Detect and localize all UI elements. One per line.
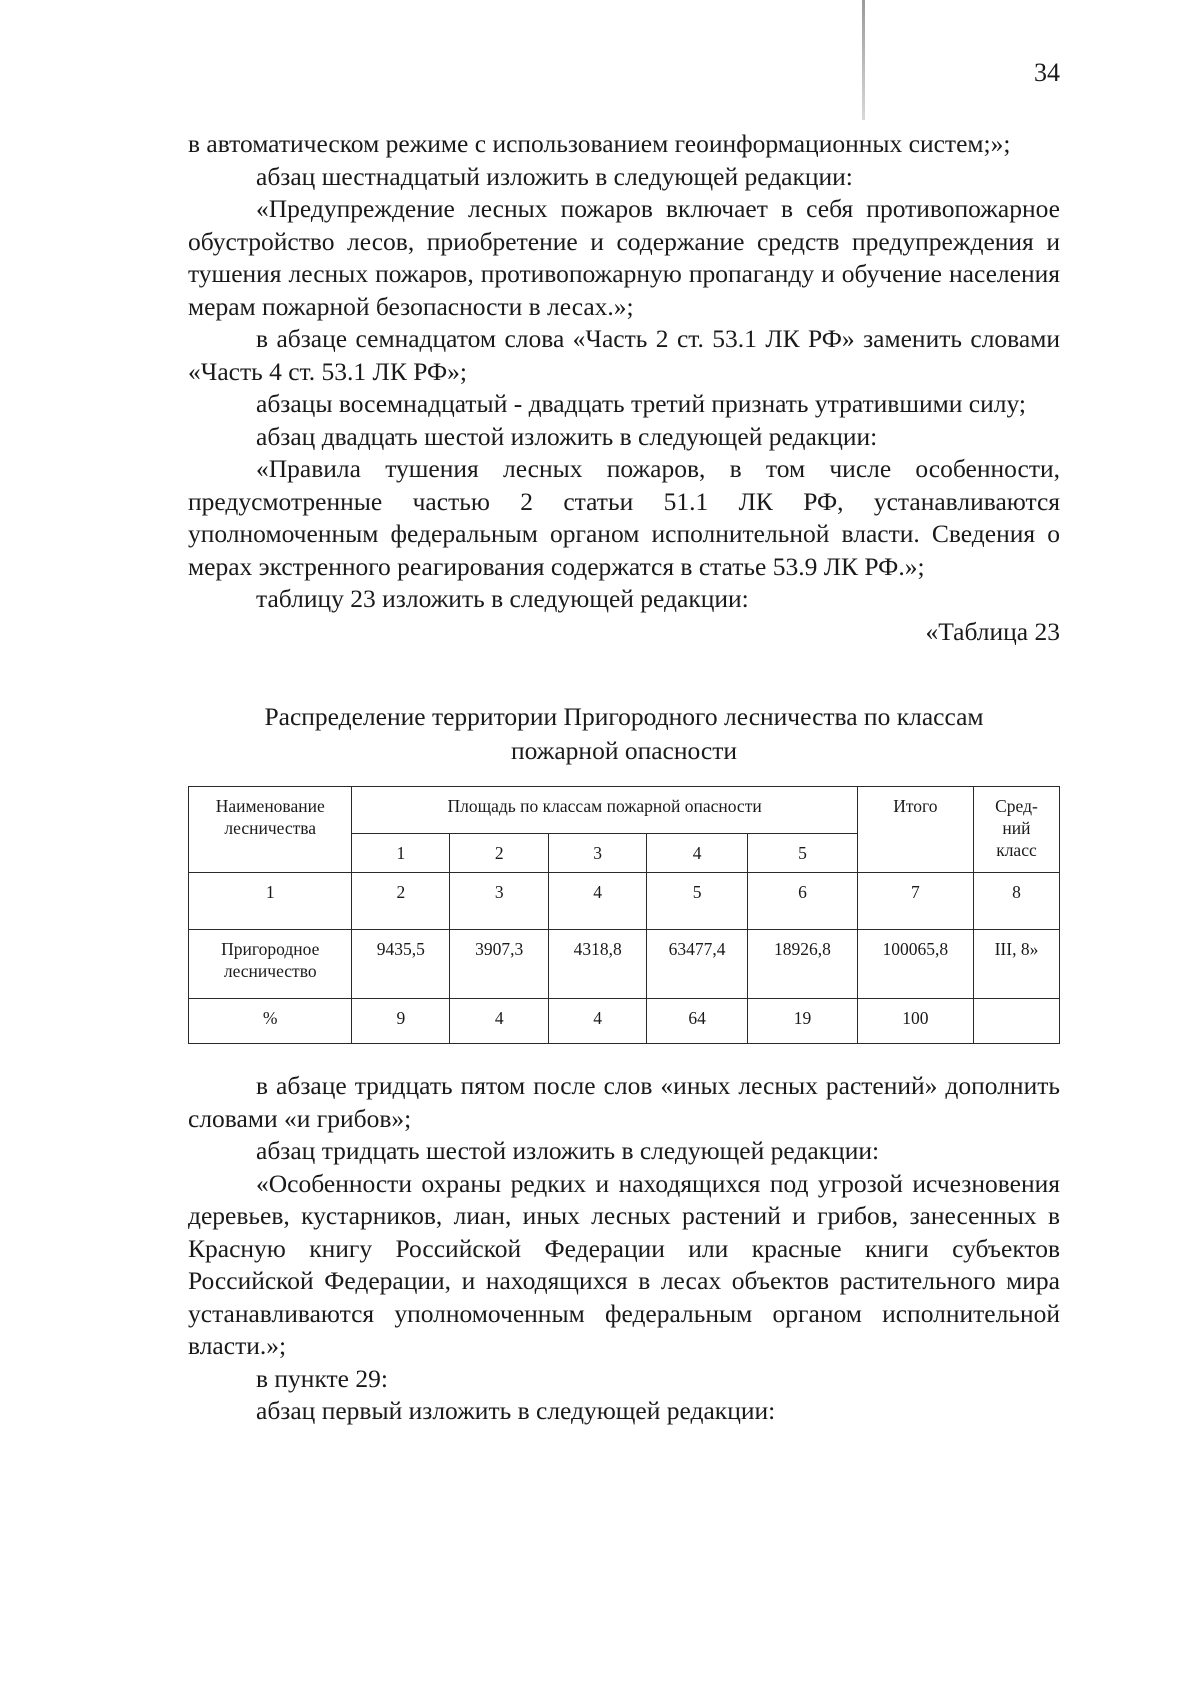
table-cell: 9435,5 (352, 930, 450, 999)
table-cell: 63477,4 (647, 930, 748, 999)
table-caption: Распределение территории Пригородного лесничества по классам пожарной опасности (264, 702, 984, 765)
paragraph: абзац двадцать шестой изложить в следующей редакции: (256, 421, 878, 451)
paragraph: абзац шестнадцатый изложить в следующей редакции: (256, 161, 853, 191)
header-class: 2 (450, 834, 549, 873)
column-number-row (189, 873, 1060, 930)
header-class: 1 (352, 834, 450, 873)
paragraph: абзац первый изложить в следующей редакции: (256, 1396, 776, 1425)
paragraphs-before-table (188, 128, 1060, 616)
paragraph: «Правила тушения лесных пожаров, в том числе особенности, предусмотренные частью 2 статьи 51.1 ЛК РФ, устанавливаются уполномоченным федеральным органом исполнительной власти. Сведения о мерах экстренного реагирования содержатся в статье 53.9 ЛК РФ.»; (188, 454, 1060, 581)
table-cell (973, 999, 1059, 1044)
table-label: «Таблица 23 (925, 616, 1060, 646)
table-cell: 3907,3 (450, 930, 549, 999)
document-body (188, 128, 1060, 1428)
table-cell: 100065,8 (857, 930, 973, 999)
fire-danger-table (188, 786, 1060, 1044)
header-class: 5 (748, 834, 858, 873)
column-number: 4 (549, 873, 647, 930)
table-cell: 9 (352, 999, 450, 1044)
paragraph: в абзаце тридцать пятом после слов «иных лесных растений» дополнить словами «и грибов»; (188, 1071, 1060, 1133)
header-class: 3 (549, 834, 647, 873)
header-class: 4 (647, 834, 748, 873)
table-cell: 4 (450, 999, 549, 1044)
header-total: Итого (857, 787, 973, 873)
page-number: 34 (1034, 58, 1060, 87)
paragraph: в автоматическом режиме с использованием геоинформационных систем;»; (188, 129, 1011, 158)
table-cell: Пригородное лесничество (189, 930, 352, 999)
paragraph: «Предупреждение лесных пожаров включает в себя противопожарное обустройство лесов, приобретение и содержание средств предупреждения и тушения лесных пожаров, противопожарную пропаганду и обучение населения мерам пожарной безопасности в лесах.»; (188, 194, 1060, 321)
paragraph: «Особенности охраны редких и находящихся под угрозой исчезновения деревьев, кустарников, лиан, иных лесных растений и грибов, занесенных в Красную книгу Российской Федерации или красные книги субъектов Российской Федерации, и находящихся в лесах объектов растительного мира устанавливаются уполномоченным федеральным органом исполнительной власти.»; (188, 1168, 1060, 1360)
table-header-row (189, 787, 1060, 834)
table-cell: 4318,8 (549, 930, 647, 999)
paragraph: абзацы восемнадцатый - двадцать третий признать утратившими силу; (256, 389, 1026, 418)
table-cell: 19 (748, 999, 858, 1044)
table-cell: 18926,8 (748, 930, 858, 999)
table-cell: III, 8» (973, 930, 1059, 999)
table-row (189, 930, 1060, 999)
paragraph: абзац тридцать шестой изложить в следующей редакции: (256, 1136, 880, 1165)
table-cell: 64 (647, 999, 748, 1044)
paragraph: в пункте 29: (256, 1363, 388, 1393)
column-number: 2 (352, 873, 450, 930)
table-row (189, 999, 1060, 1044)
paragraph: таблицу 23 изложить в следующей редакции: (256, 584, 749, 613)
scan-artifact-line (862, 0, 865, 120)
table-cell: 100 (857, 999, 973, 1044)
header-avg-class: Сред- ний класс (973, 787, 1059, 873)
column-number: 1 (189, 873, 352, 930)
column-number: 7 (857, 873, 973, 930)
column-number: 8 (973, 873, 1059, 930)
header-area: Площадь по классам пожарной опасности (352, 787, 857, 834)
table-cell: 4 (549, 999, 647, 1044)
paragraphs-after-table (188, 1070, 1060, 1428)
table-cell: % (189, 999, 352, 1044)
column-number: 5 (647, 873, 748, 930)
header-name: Наименование лесничества (189, 787, 352, 873)
paragraph: в абзаце семнадцатом слова «Часть 2 ст. 53.1 ЛК РФ» заменить словами «Часть 4 ст. 53.1 ЛК РФ»; (188, 324, 1060, 386)
column-number: 6 (748, 873, 858, 930)
column-number: 3 (450, 873, 549, 930)
